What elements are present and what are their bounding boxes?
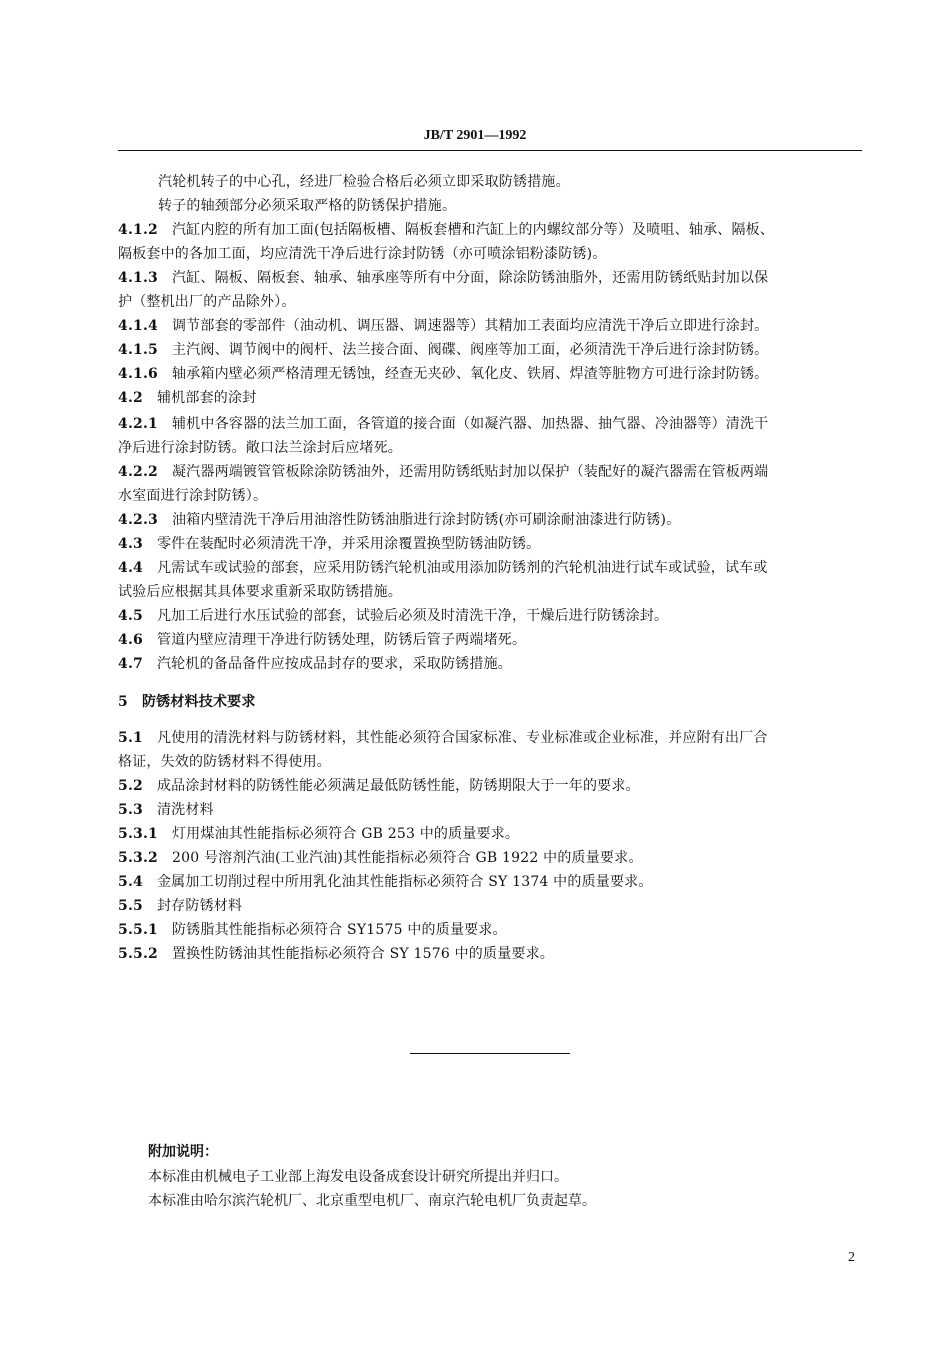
line-text: 净后进行涂封防锈。敞口法兰涂封后应堵死。: [118, 440, 402, 456]
clause-number: 5.4: [118, 874, 143, 890]
line-text: 护（整机出厂的产品除外）。: [118, 294, 296, 310]
paragraph-line: [118, 580, 862, 604]
clause-4-1-5: [118, 338, 862, 362]
section-title: 防锈材料技术要求: [141, 694, 256, 710]
line-text: 隔板套中的各加工面，均应清洗干净后进行涂封防锈（亦可喷涂铝粉漆防锈)。: [118, 246, 607, 262]
clause-4-5: [118, 604, 862, 628]
page-number: 2: [848, 1250, 855, 1265]
clause-5-3-2: [118, 846, 862, 870]
clause-4-7: [118, 652, 862, 676]
clause-number: 4.5: [118, 608, 143, 624]
clause-5-4: [118, 870, 862, 894]
line-text: 灯用煤油其性能指标必须符合 GB 253 中的质量要求。: [171, 826, 520, 842]
paragraph-line: [158, 194, 862, 218]
line-text: 辅机中各容器的法兰加工面，各管道的接合面（如凝汽器、加热器、抽气器、冷油器等）清洗干: [171, 416, 769, 432]
clause-4-1-4: [118, 314, 862, 338]
line-text: 转子的轴颈部分必须采取严格的防锈保护措施。: [158, 198, 457, 214]
clause-4-2: [118, 386, 862, 410]
paragraph-line: [118, 436, 862, 460]
document-code-header: JB/T 2901—1992: [423, 128, 527, 143]
clause-5-5-2: [118, 942, 862, 966]
line-text: 格证，失效的防锈材料不得使用。: [118, 754, 331, 770]
clause-number: 5.3.1: [118, 826, 158, 842]
clause-4-2-3: [118, 508, 862, 532]
clause-number: 4.2: [118, 390, 143, 406]
clause-number: 5.3.2: [118, 850, 158, 866]
note-title: 附加说明：: [148, 1144, 218, 1160]
end-divider: [410, 1053, 570, 1054]
clause-number: 5.1: [118, 730, 143, 746]
clause-5-5-1: [118, 918, 862, 942]
line-text: 汽轮机的备品备件应按成品封存的要求，采取防锈措施。: [156, 656, 512, 672]
line-text: 置换性防锈油其性能指标必须符合 SY 1576 中的质量要求。: [171, 946, 554, 962]
clause-number: 4.1.3: [118, 270, 158, 286]
clause-number: 4.2.2: [118, 464, 158, 480]
section-number: 5: [118, 694, 128, 710]
clause-number: 4.3: [118, 536, 143, 552]
note-line: 本标准由机械电子工业部上海发电设备成套设计研究所提出并归口。: [148, 1169, 568, 1185]
line-text: 凡加工后进行水压试验的部套，试验后必须及时清洗干净，干燥后进行防锈涂封。: [156, 608, 669, 624]
line-text: 调节部套的零部件（油动机、调压器、调速器等）其精加工表面均应清洗干净后立即进行涂封。: [171, 318, 769, 334]
clause-number: 4.1.6: [118, 366, 158, 382]
line-text: 200 号溶剂汽油(工业汽油)其性能指标必须符合 GB 1922 中的质量要求。: [171, 850, 643, 866]
clause-number: 5.5.1: [118, 922, 158, 938]
clause-4-1-3: [118, 266, 862, 290]
paragraph-line: [118, 290, 862, 314]
clause-number: 4.1.5: [118, 342, 158, 358]
clause-5-5: [118, 894, 862, 918]
line-text: 辅机部套的涂封: [156, 390, 257, 406]
clause-5-1: [118, 726, 862, 750]
line-text: 汽缸、隔板、隔板套、轴承、轴承座等所有中分面，除涂防锈油脂外，还需用防锈纸贴封加以保: [171, 270, 769, 286]
clause-4-6: [118, 628, 862, 652]
clause-4-1-6: [118, 362, 862, 386]
line-text: 汽轮机转子的中心孔，经进厂检验合格后必须立即采取防锈措施。: [158, 174, 570, 190]
line-text: 清洗材料: [156, 802, 214, 818]
line-text: 零件在装配时必须清洗干净，并采用涂覆置换型防锈油防锈。: [156, 536, 541, 552]
clause-number: 4.1.4: [118, 318, 158, 334]
clause-number: 5.2: [118, 778, 143, 794]
line-text: 水室面进行涂封防锈）。: [118, 488, 268, 504]
clause-number: 4.4: [118, 560, 143, 576]
line-text: 凡需试车或试验的部套，应采用防锈汽轮机油或用添加防锈剂的汽轮机油进行试车或试验，试车或: [156, 560, 768, 576]
line-text: 主汽阀、调节阀中的阀杆、法兰接合面、阀碟、阀座等加工面，必须清洗干净后进行涂封防锈。: [171, 342, 769, 358]
clause-number: 4.6: [118, 632, 143, 648]
paragraph-line: [118, 484, 862, 508]
clause-number: 5.5: [118, 898, 143, 914]
line-text: 油箱内壁清洗干净后用油溶性防锈油脂进行涂封防锈(亦可刷涂耐油漆进行防锈)。: [171, 512, 681, 528]
line-text: 金属加工切削过程中所用乳化油其性能指标必须符合 SY 1374 中的质量要求。: [156, 874, 653, 890]
clause-4-1-2: [118, 218, 862, 242]
clause-4-2-2: [118, 460, 862, 484]
line-text: 凡使用的清洗材料与防锈材料，其性能必须符合国家标准、专业标准或企业标准，并应附有出厂合: [156, 730, 768, 746]
line-text: 凝汽器两端镀管管板除涂防锈油外，还需用防锈纸贴封加以保护（装配好的凝汽器需在管板两端: [171, 464, 769, 480]
paragraph-line: [118, 242, 862, 266]
clause-number: 4.2.1: [118, 416, 158, 432]
paragraph-line: [118, 750, 862, 774]
clause-4-4: [118, 556, 862, 580]
line-text: 成品涂封材料的防锈性能必须满足最低防锈性能，防锈期限大于一年的要求。: [156, 778, 640, 794]
line-text: 试验后应根据其具体要求重新采取防锈措施。: [118, 584, 402, 600]
clause-4-2-1: [118, 412, 862, 436]
line-text: 汽缸内腔的所有加工面(包括隔板槽、隔板套槽和汽缸上的内螺纹部分等）及喷咀、轴承、隔板、: [171, 222, 775, 238]
header-rule: [118, 150, 862, 151]
clause-number: 5.3: [118, 802, 143, 818]
clause-number: 4.7: [118, 656, 143, 672]
clause-number: 4.1.2: [118, 222, 158, 238]
clause-5-3: [118, 798, 862, 822]
clause-number: 5.5.2: [118, 946, 158, 962]
clause-number: 4.2.3: [118, 512, 158, 528]
note-line: 本标准由哈尔滨汽轮机厂、北京重型电机厂、南京汽轮电机厂负责起草。: [148, 1193, 596, 1209]
clause-4-3: [118, 532, 862, 556]
line-text: 防锈脂其性能指标必须符合 SY1575 中的质量要求。: [171, 922, 507, 938]
paragraph-line: [158, 170, 862, 194]
line-text: 轴承箱内壁必须严格清理无锈蚀，经查无夹砂、氧化皮、铁屑、焊渣等脏物方可进行涂封防锈。: [171, 366, 769, 382]
line-text: 封存防锈材料: [156, 898, 243, 914]
section-5-heading: [118, 690, 862, 714]
clause-5-2: [118, 774, 862, 798]
clause-5-3-1: [118, 822, 862, 846]
line-text: 管道内壁应清理干净进行防锈处理，防锈后管子两端堵死。: [156, 632, 527, 648]
